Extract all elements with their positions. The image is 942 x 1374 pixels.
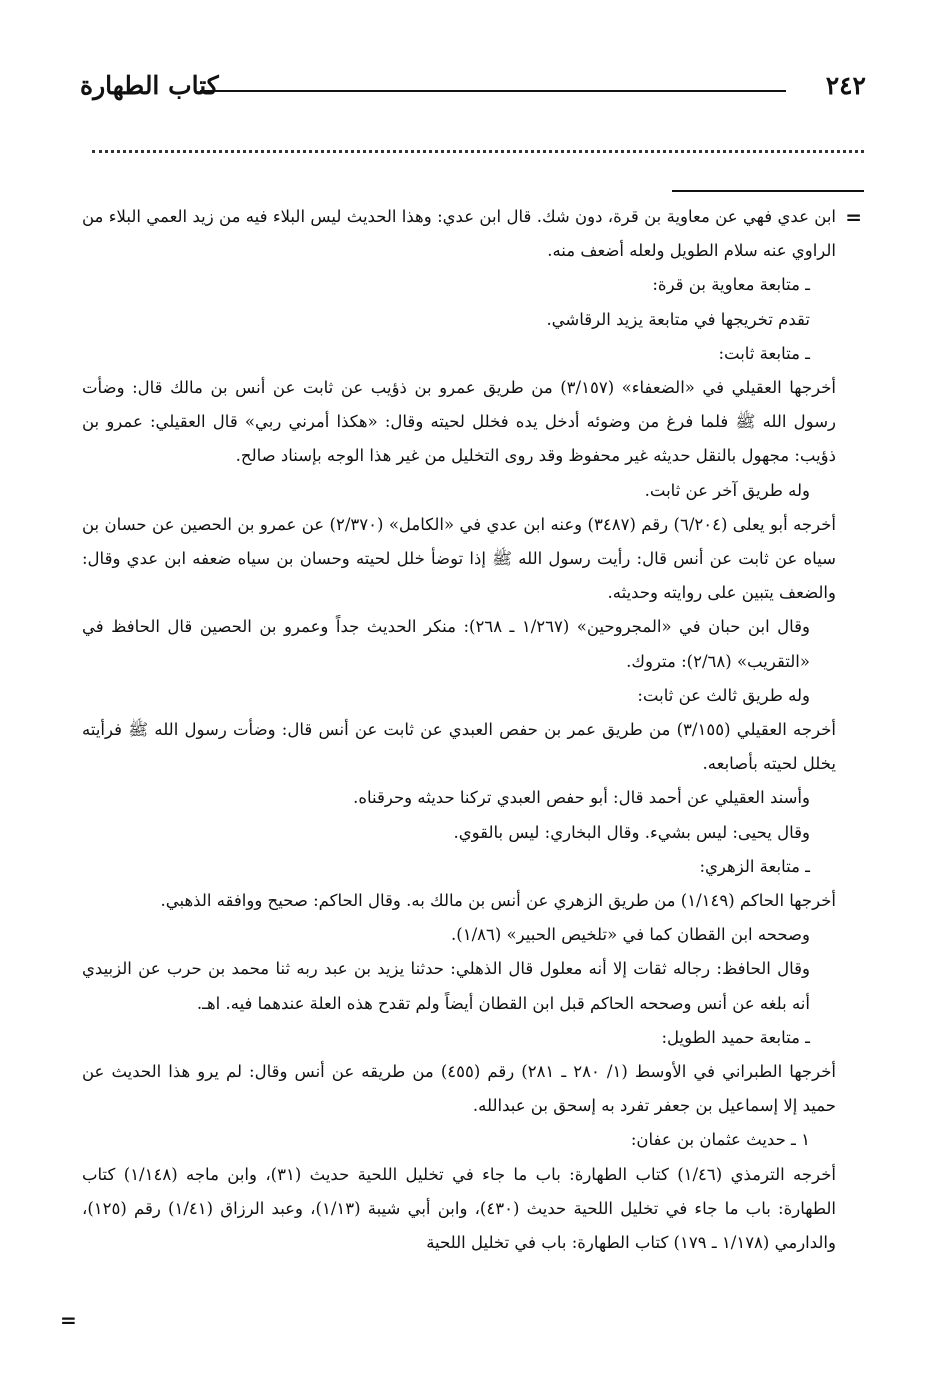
section-heading: ـ متابعة معاوية بن قرة: <box>652 275 810 295</box>
paragraph: أخرجها الطبراني في الأوسط (١/ ٢٨٠ ـ ٢٨١) رقم (٤٥٥) من طريقه عن أنس وقال: لم يرو هذا الحديث عن حميد إلا إسماعيل بن جعفر تفرد به إسحق بن عبدالله. <box>82 1062 837 1116</box>
paragraph: وصححه ابن القطان كما في «تلخيص الحبير» (١/٨٦). <box>451 925 810 945</box>
footnote-text <box>82 200 836 1350</box>
dotted-separator <box>92 130 864 153</box>
page-header <box>80 66 866 110</box>
paragraph: وقال ابن حبان في «المجروحين» (١/٢٦٧ ـ ٢٦٨): منكر الحديث جداً وعمرو بن الحصين قال الحافظ في «التقريب» (٢/٦٨): متروك. <box>82 617 811 671</box>
section-heading: ـ متابعة الزهري: <box>699 856 810 876</box>
paragraph: وله طريق آخر عن ثابت. <box>644 480 810 500</box>
paragraph: وقال يحيى: ليس بشيء. وقال البخاري: ليس بالقوي. <box>453 822 810 842</box>
paragraph: أخرجها الحاكم (١/١٤٩) من طريق الزهري عن أنس بن مالك به. وقال الحاكم: صحيح ووافقه الذهبي. <box>160 891 836 911</box>
paragraph: أخرجه الترمذي (١/٤٦) كتاب الطهارة: باب ما جاء في تخليل اللحية حديث (٣١)، وابن ماجه (١/١٤٨) كتاب الطهارة: باب ما جاء في تخليل اللحية حديث (٤٣٠)، وابن أبي شيبة (١/١٣)، وعبد الرزاق (١/٤١) رقم (١٢٥)، والدارمي (١/١٧٨ ـ ١٧٩) كتاب الطهارة: باب في تخليل اللحية <box>82 1164 836 1253</box>
continuation-mark-bottom: = <box>60 1308 77 1332</box>
section-heading: ـ متابعة حميد الطويل: <box>661 1027 810 1047</box>
paragraph: تقدم تخريجها في متابعة يزيد الرقاشي. <box>546 309 810 329</box>
continuation-mark-top: = <box>845 205 862 229</box>
section-heading: ـ متابعة ثابت: <box>718 343 810 363</box>
footnote-rule <box>672 190 864 192</box>
paragraph: وقال الحافظ: رجاله ثقات إلا أنه معلول قال الذهلي: حدثنا يزيد بن عبد ربه ثنا محمد بن حرب عن الزبيدي أنه بلغه عن أنس وصححه الحاكم قبل ابن القطان أيضاً ولم تقدح هذه العلة عندهما فيه. اهـ. <box>82 959 810 1013</box>
section-heading: ١ ـ حديث عثمان بن عفان: <box>630 1130 810 1150</box>
header-rule <box>200 90 786 92</box>
running-title: كتاب الطهارة <box>80 71 219 100</box>
paragraph: أخرجها العقيلي في «الضعفاء» (٣/١٥٧) من طريق عمرو بن ذؤيب عن ثابت عن أنس بن مالك قال: وضأت رسول الله ﷺ فلما فرغ من وضوئه أدخل يده فخلل لحيته وقال: «هكذا أمرني ربي» قال العقيلي: عمرو بن ذؤيب: مجهول بالنقل حديثه غير محفوظ وقد روى التخليل من غير هذا الوجه بإسناد صالح. <box>82 378 836 466</box>
paragraph: أخرجه أبو يعلى (٦/٢٠٤) رقم (٣٤٨٧) وعنه ابن عدي في «الكامل» (٢/٣٧٠) عن عمرو بن الحصين عن حسان بن سياه عن ثابت عن أنس قال: رأيت رسول الله ﷺ إذا توضأ خلل لحيته وحسان بن سياه ضعفه ابن عدي وقال: والضعف يتبين على روايته وحديثه. <box>82 514 837 603</box>
paragraph: وأسند العقيلي عن أحمد قال: أبو حفص العبدي تركنا حديثه وحرقناه. <box>353 788 810 808</box>
paragraph: وله طريق ثالث عن ثابت: <box>637 685 810 705</box>
page-number: ٢٤٢ <box>825 71 866 100</box>
paragraph: أخرجه العقيلي (٣/١٥٥) من طريق عمر بن حفص العبدي عن ثابت عن أنس قال: وضأت رسول الله ﷺ فرأيته يخلل لحيته بأصابعه. <box>82 720 836 774</box>
paragraph: ابن عدي فهي عن معاوية بن قرة، دون شك. قال ابن عدي: وهذا الحديث ليس البلاء فيه من زيد العمي البلاء من الراوي عنه سلام الطويل ولعله أضعف منه. <box>82 207 836 261</box>
